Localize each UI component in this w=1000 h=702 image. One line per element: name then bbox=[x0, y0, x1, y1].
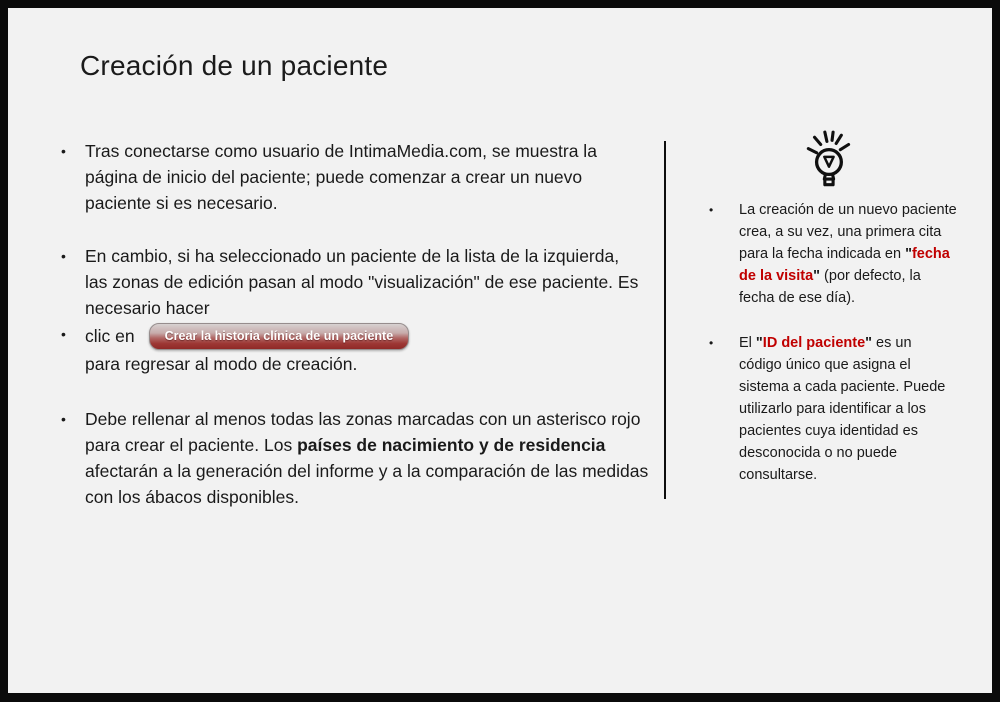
bullet-icon: • bbox=[61, 411, 66, 427]
lightbulb-icon bbox=[797, 128, 863, 199]
bullet-text: En cambio, si ha seleccionado un paciente de la lista de la izquierda, las zonas de edición pasan al modo "visualización" de ese paciente. Es necesario hacer bbox=[85, 246, 639, 318]
create-patient-record-button[interactable]: Crear la historia clínica de un paciente bbox=[149, 323, 410, 350]
page-title: Creación de un paciente bbox=[80, 50, 389, 81]
note-item bbox=[698, 332, 958, 486]
bullet-text: Tras conectarse como usuario de IntimaMedia.com, se muestra la página de inicio del paciente; puede comenzar a crear un nuevo paciente si es necesario. bbox=[85, 141, 597, 213]
slide bbox=[8, 8, 992, 693]
note-text bbox=[739, 332, 958, 486]
bullet-icon: • bbox=[709, 203, 714, 217]
note-text-segment: El bbox=[739, 335, 756, 351]
note-text-segment: es un código único que asigna el sistema a cada paciente. Puede utilizarlo para identificar a los pacientes cuya identidad es desconocida o no puede consultarse. bbox=[739, 335, 946, 483]
note-highlight-red: ID del paciente bbox=[762, 335, 866, 351]
list-item bbox=[58, 321, 658, 377]
note-text-segment: (por defecto, la fecha de ese día). bbox=[739, 268, 921, 306]
bullet-text bbox=[85, 406, 658, 510]
bullet-icon: • bbox=[61, 143, 66, 159]
bullet-text-pre: clic en bbox=[85, 326, 135, 346]
list-item bbox=[58, 243, 658, 321]
bullet-text-bold: países de nacimiento y de residencia bbox=[297, 435, 606, 455]
note-item bbox=[698, 199, 958, 309]
list-item bbox=[58, 138, 658, 216]
button-line bbox=[85, 321, 630, 351]
bullet-icon: • bbox=[61, 248, 66, 264]
bullet-text-segment: Debe rellenar al menos todas las zonas marcadas con un asterisco rojo para crear el paciente. Los bbox=[85, 409, 641, 455]
list-item bbox=[58, 406, 658, 510]
bullet-text-post: para regresar al modo de creación. bbox=[85, 354, 358, 374]
bullet-text-segment: afectarán a la generación del informe y a la comparación de las medidas con los ábacos disponibles. bbox=[85, 461, 649, 507]
right-notes-column bbox=[698, 199, 958, 486]
note-text-segment: La creación de un nuevo paciente crea, a su vez, una primera cita para la fecha indicada en bbox=[739, 202, 957, 262]
quote-mark: " bbox=[755, 335, 763, 351]
quote-mark: " bbox=[813, 268, 821, 284]
quote-mark: " bbox=[865, 335, 873, 351]
vertical-divider bbox=[664, 141, 666, 499]
left-column bbox=[58, 138, 658, 510]
note-text bbox=[739, 199, 958, 309]
bullet-text bbox=[85, 321, 630, 377]
note-highlight-red: fecha de la visita bbox=[739, 246, 950, 284]
quote-mark: " bbox=[905, 246, 912, 262]
bullet-icon: • bbox=[61, 326, 66, 342]
bullet-icon: • bbox=[709, 336, 714, 350]
